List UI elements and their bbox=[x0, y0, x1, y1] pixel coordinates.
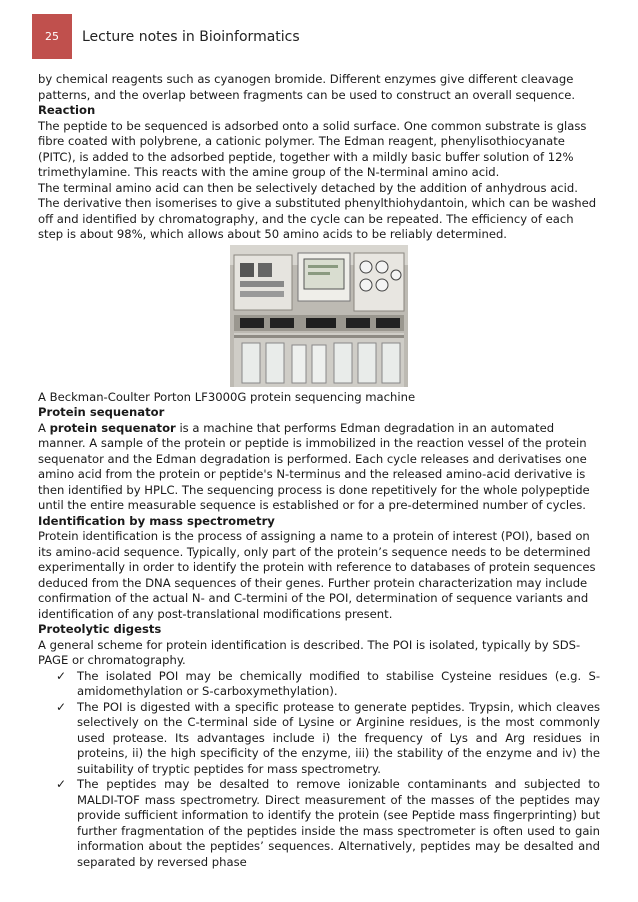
checkmark-icon: ✓ bbox=[56, 668, 67, 683]
list-item-text: The POI is digested with a specific protease to generate peptides. Trypsin, which cleaves selectively on the C-terminal side of Lysine or Arginine residues, is the most commonly used protease. Its advantages include i) the frequency of Lys and Arg residues in proteins, ii) the high specificity of the enzyme, iii) the stability of the enzyme and iv) the suitability of tryptic peptides for mass spectrometry. bbox=[77, 699, 600, 776]
intro-paragraph: by chemical reagents such as cyanogen bromide. Different enzymes give different cleavage patterns, and the overlap between fragments can be used to construct an overall sequence. bbox=[38, 72, 576, 102]
list-item bbox=[56, 669, 600, 700]
checkmark-icon: ✓ bbox=[56, 699, 67, 714]
reaction-paragraph-1: The peptide to be sequenced is adsorbed onto a solid surface. One common substrate is glass fibre coated with polybrene, a cationic polymer. The Edman reagent, phenylisothiocyanate (PITC), is added to the adsorbed peptide, together with a mildly basic buffer solution of 12% trimethylamine. This reacts with the amine group of the N-terminal amino acid. bbox=[38, 118, 587, 179]
running-title: Lecture notes in Bioinformatics bbox=[82, 29, 300, 45]
sequenator-heading: Protein sequenator bbox=[38, 405, 165, 419]
checkmark-icon: ✓ bbox=[56, 777, 67, 791]
figure-caption: A Beckman-Coulter Porton LF3000G protein sequencing machine bbox=[38, 389, 416, 404]
reaction-paragraph-2: The terminal amino acid can then be selectively detached by the addition of anhydrous acid. The derivative then isomerises to give a substituted phenylthiohydantoin, which can be washed off and identified by chromatography, and the cycle can be repeated. The efficiency of each step is about 98%, which allows about 50 amino acids to be reliably determined. bbox=[38, 180, 597, 241]
list-item bbox=[56, 700, 600, 778]
protein-sequenator-term: protein sequenator bbox=[49, 420, 176, 435]
page-number: 25 bbox=[45, 30, 59, 43]
figure bbox=[38, 245, 600, 387]
sequenator-text: is a machine that performs Edman degradation in an automated manner. A sample of the protein or peptide is immobilized in the reaction vessel of the protein sequenator and the Edman degradation is performed. Each cycle releases and derivatises one amino acid from the protein or peptide's N-terminus and the released amino-acid derivative is then identified by HPLC. The sequencing process is done repetitively for the whole polypeptide until the entire measurable sequence is established or for a pre-determined number of cycles. bbox=[38, 420, 590, 512]
page-body bbox=[38, 72, 600, 870]
reaction-heading: Reaction bbox=[38, 103, 96, 117]
mass-spec-paragraph: Protein identification is the process of assigning a name to a protein of interest (POI), based on its amino-acid sequence. Typically, only part of the protein’s sequence needs to be determined experimentally in order to identify the protein with reference to databases of protein sequences deduced from the DNA sequences of their genes. Further protein characterization may include confirmation of the actual N- and C-termini of the POI, determination of sequence variants and identification of any post-translational modifications present. bbox=[38, 529, 596, 621]
digest-steps-list bbox=[38, 669, 600, 871]
digests-heading: Proteolytic digests bbox=[38, 622, 162, 636]
sequenator-paragraph bbox=[38, 421, 600, 514]
list-item bbox=[56, 777, 600, 870]
page-number-badge bbox=[32, 14, 72, 59]
sequencer-machine-illustration bbox=[230, 245, 408, 387]
mass-spec-heading: Identification by mass spectrometry bbox=[38, 513, 275, 528]
protein-sequencer-photo bbox=[230, 245, 408, 387]
sequenator-prefix: A bbox=[38, 420, 50, 435]
digests-paragraph: A general scheme for protein identification is described. The POI is isolated, typically by SDS-PAGE or chromatography. bbox=[38, 637, 581, 667]
list-item-text: The peptides may be desalted to remove ionizable contaminants and subjected to MALDI-TOF mass spectrometry. Direct measurement of the masses of the peptides may provide sufficient information to identify the protein (see Peptide mass fingerprinting) but further fragmentation of the peptides inside the mass spectrometer is often used to gain information about the peptides’ sequences. Alternatively, peptides may be desalted and separated by reversed phase bbox=[77, 777, 600, 869]
list-item-text: The isolated POI may be chemically modified to stabilise Cysteine residues (e.g. S-amidomethylation or S-carboxymethylation). bbox=[77, 668, 600, 698]
